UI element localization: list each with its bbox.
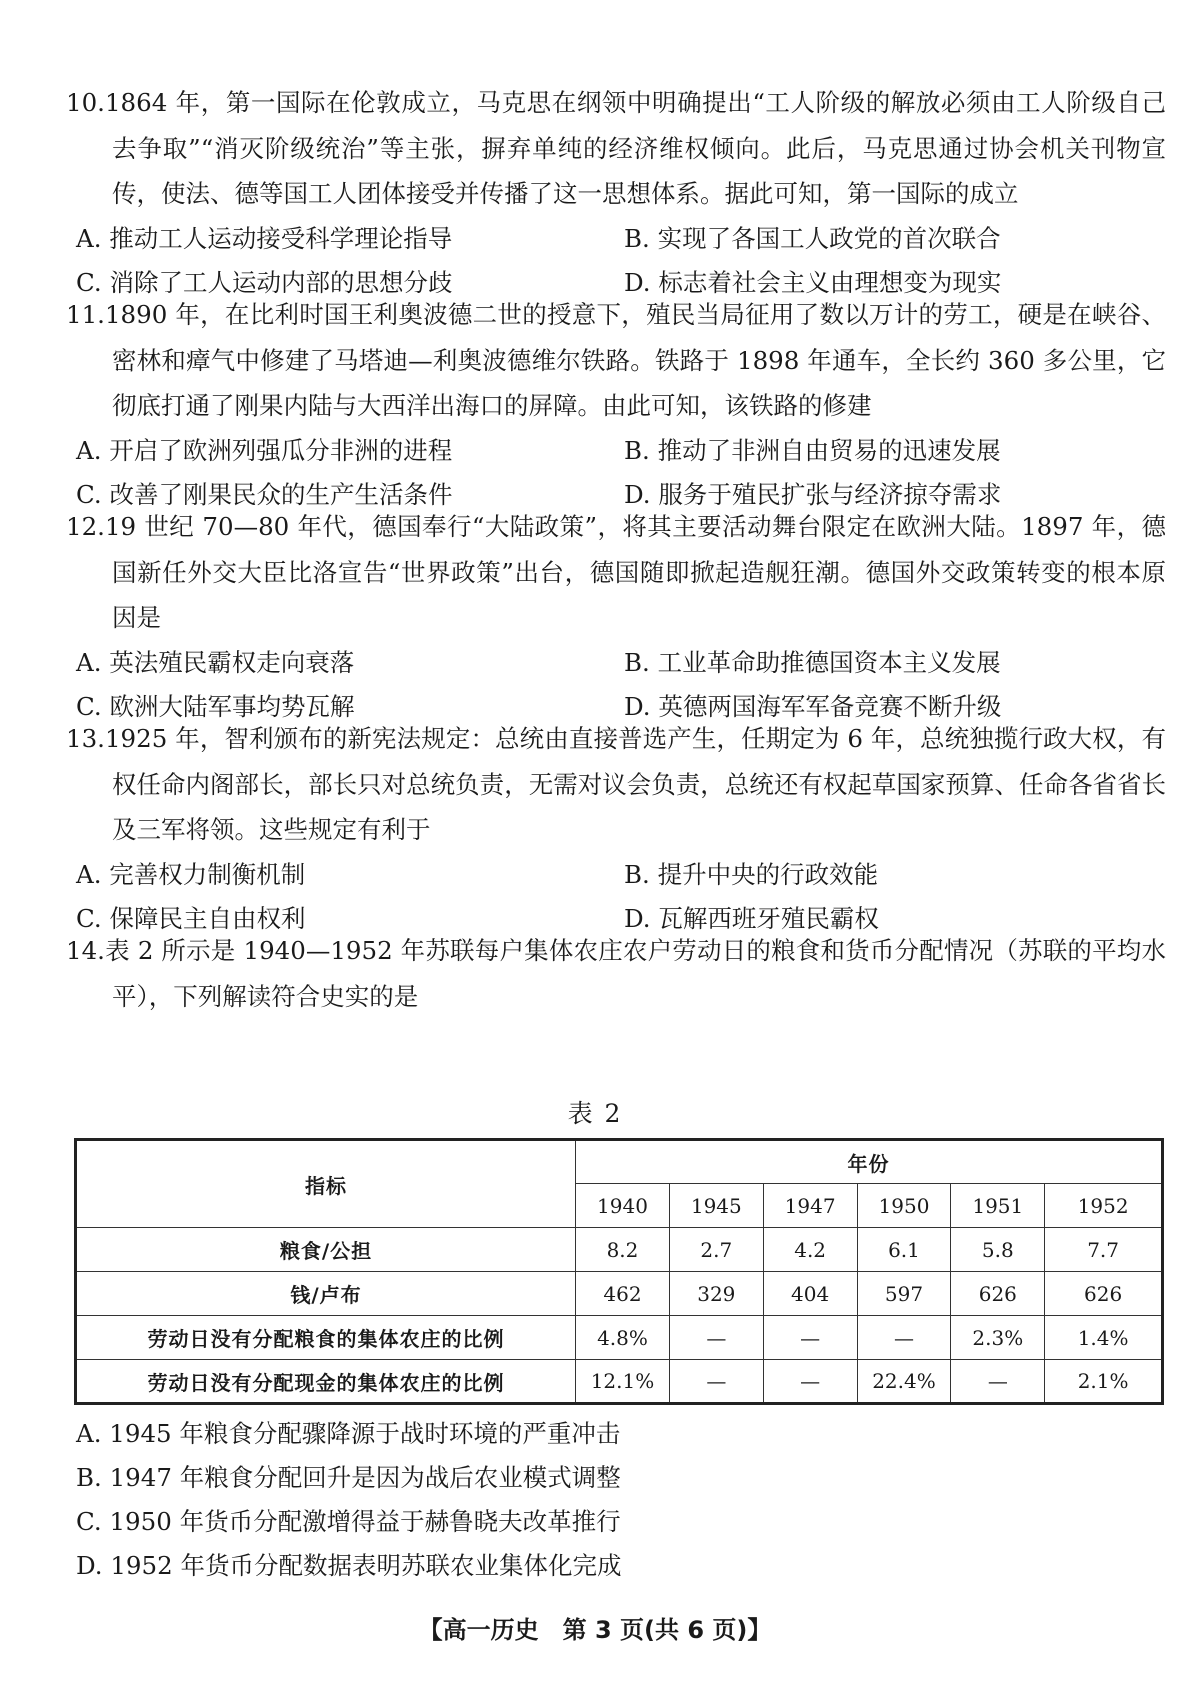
options [66,1412,1166,1588]
question-number: 12. [66,512,105,541]
header-year: 1947 [763,1184,857,1228]
table-cell: — [669,1316,763,1360]
table-row [76,1228,1163,1272]
question-14-options [66,1412,1166,1588]
table-cell: 22.4% [857,1360,951,1404]
table-row [76,1316,1163,1360]
question-stem [66,504,1166,641]
table-row [76,1272,1163,1316]
question-text: 19 世纪 70—80 年代，德国奉行“大陆政策”，将其主要活动舞台限定在欧洲大陆。1897 年，德国新任外交大臣比洛宣告“世界政策”出台，德国随即掀起造舰狂潮。德国外交政策转变的根本原因是 [104,512,1166,632]
question-number: 13. [66,724,105,753]
question-11 [66,292,1166,517]
table-caption: 表 2 [567,1099,623,1128]
header-year: 1945 [669,1184,763,1228]
table-cell: 7.7 [1045,1228,1163,1272]
header-year-group: 年份 [576,1140,1163,1184]
table-row [76,1360,1163,1404]
header-year: 1940 [576,1184,670,1228]
row-label: 钱/卢布 [76,1272,576,1316]
question-text: 1925 年，智利颁布的新宪法规定：总统由直接普选产生，任期定为 6 年，总统独揽行政大权，有权任命内阁部长，部长只对总统负责，无需对议会负责，总统还有权起草国家预算、任命各省省长及三军将领。这些规定有利于 [104,724,1166,844]
table-cell: 329 [669,1272,763,1316]
table-cell: 5.8 [951,1228,1045,1272]
table-cell: 4.8% [576,1316,670,1360]
table-cell: 2.1% [1045,1360,1163,1404]
option-a: A. 完善权力制衡机制 [76,859,306,889]
data-table [74,1138,1164,1405]
row-label: 粮食/公担 [76,1228,576,1272]
question-stem [66,716,1166,853]
option-b: B. 实现了各国工人政党的首次联合 [624,223,1001,253]
option-d: D. 英德两国海军军备竞赛不断升级 [624,691,1002,721]
option-d: D. 服务于殖民扩张与经济掠夺需求 [624,479,1002,509]
option-c: C. 保障民主自由权利 [76,903,306,933]
table-cell: 8.2 [576,1228,670,1272]
question-number: 10. [66,88,105,117]
option-d: D. 1952 年货币分配数据表明苏联农业集体化完成 [76,1551,622,1580]
option-c: C. 改善了刚果民众的生产生活条件 [76,479,453,509]
page-footer: 【高一历史 第 3 页(共 6 页)】 [418,1616,772,1644]
table-cell: 4.2 [763,1228,857,1272]
option-b: B. 工业革命助推德国资本主义发展 [624,647,1001,677]
question-text: 1864 年，第一国际在伦敦成立，马克思在纲领中明确提出“工人阶级的解放必须由工人阶级自己去争取”“消灭阶级统治”等主张，摒弃单纯的经济维权倾向。此后，马克思通过协会机关刊物宣传，使法、德等国工人团体接受并传播了这一思想体系。据此可知，第一国际的成立 [104,88,1166,208]
option-b: B. 1947 年粮食分配回升是因为战后农业模式调整 [76,1463,621,1492]
option-d: D. 瓦解西班牙殖民霸权 [624,903,879,933]
question-text: 1890 年，在比利时国王利奥波德二世的授意下，殖民当局征用了数以万计的劳工，硬是在峡谷、密林和瘴气中修建了马塔迪—利奥波德维尔铁路。铁路于 1898 年通车，全长约 360 多公里，它彻底打通了刚果内陆与大西洋出海口的屏障。由此可知，该铁路的修建 [104,300,1166,420]
option-c: C. 1950 年货币分配激增得益于赫鲁晓夫改革推行 [76,1507,621,1536]
table-cell: 1.4% [1045,1316,1163,1360]
option-b: B. 推动了非洲自由贸易的迅速发展 [624,435,1001,465]
table-cell: — [857,1316,951,1360]
option-c: C. 欧洲大陆军事均势瓦解 [76,691,355,721]
table-cell: 462 [576,1272,670,1316]
table-cell: 626 [951,1272,1045,1316]
question-14 [66,928,1166,1019]
question-text: 表 2 所示是 1940—1952 年苏联每户集体农庄农户劳动日的粮食和货币分配情况（苏联的平均水平），下列解读符合史实的是 [104,936,1166,1011]
table-cell: 12.1% [576,1360,670,1404]
option-a: A. 推动工人运动接受科学理论指导 [76,223,453,253]
option-a: A. 1945 年粮食分配骤降源于战时环境的严重冲击 [76,1419,621,1448]
question-13 [66,716,1166,941]
table-cell: 626 [1045,1272,1163,1316]
question-stem [66,292,1166,429]
option-c: C. 消除了工人运动内部的思想分歧 [76,267,453,297]
question-number: 11. [66,300,105,329]
option-b: B. 提升中央的行政效能 [624,859,879,889]
row-label: 劳动日没有分配粮食的集体农庄的比例 [76,1316,576,1360]
table-cell: — [763,1360,857,1404]
question-12 [66,504,1166,729]
header-year: 1952 [1045,1184,1163,1228]
option-a: A. 开启了欧洲列强瓜分非洲的进程 [76,435,453,465]
question-number: 14. [66,936,105,965]
table-cell: 2.7 [669,1228,763,1272]
question-10 [66,80,1166,305]
table-cell: — [951,1360,1045,1404]
table-cell: 2.3% [951,1316,1045,1360]
row-label: 劳动日没有分配现金的集体农庄的比例 [76,1360,576,1404]
question-stem [66,80,1166,217]
header-year: 1950 [857,1184,951,1228]
table-cell: 597 [857,1272,951,1316]
header-year: 1951 [951,1184,1045,1228]
table-cell: — [763,1316,857,1360]
option-d: D. 标志着社会主义由理想变为现实 [624,267,1002,297]
question-stem [66,928,1166,1019]
table-cell: — [669,1360,763,1404]
header-indicator: 指标 [76,1140,576,1228]
table-cell: 404 [763,1272,857,1316]
option-a: A. 英法殖民霸权走向衰落 [76,647,355,677]
table-cell: 6.1 [857,1228,951,1272]
